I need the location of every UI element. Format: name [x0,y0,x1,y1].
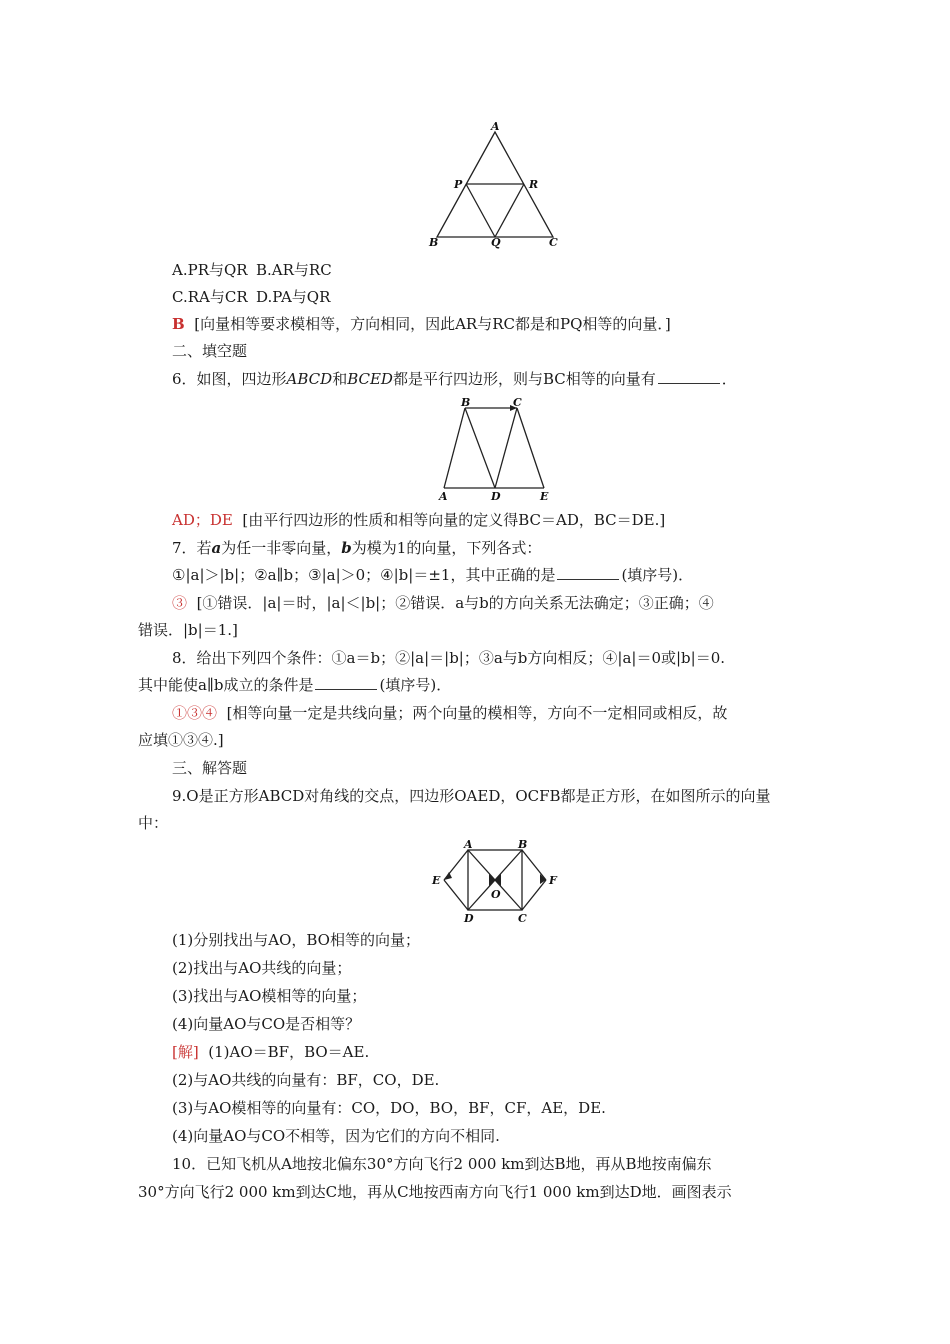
q9-solution1 [172,1042,852,1062]
label-O: O [491,888,501,901]
q7-line2 [172,565,852,585]
q5-option-b: B.AR与RC [256,261,332,279]
q9-solution4: (4)向量AO与CO不相等，因为它们的方向不相同. [172,1127,500,1145]
q8-tail: (填序号)． [379,676,452,694]
label-B: B [429,236,439,249]
label-B: B [461,396,471,409]
label-C: C [513,396,522,409]
q9-part3: (3)找出与AO模相等的向量； [172,987,367,1005]
q10-line2: 30°方向飞行2 000 km到达C地，再从C地按西南方向飞行1 000 km到达D地．画图表示 [138,1183,732,1201]
q9-solution1-text: (1)AO＝BF，BO＝AE. [208,1043,370,1061]
q7-vector-b: b [341,539,352,557]
q6-blank [658,369,720,384]
q6-answer [172,510,852,530]
q5-option-a: A.PR与QR [172,261,248,279]
label-A: A [464,838,473,851]
q9-part1: (1)分别找出与AO，BO相等的向量； [172,931,420,949]
label-D: D [464,912,474,924]
q6-text [172,369,852,389]
q5-answer-letter: B [172,315,185,333]
q8-prompt: 其中能使a∥b成立的条件是 [138,676,314,694]
q9-solution2: (2)与AO共线的向量有：BF，CO，DE. [172,1071,440,1089]
q9-line1: 9.O是正方形ABCD对角线的交点，四边形OAED，OCFB都是正方形，在如图所示的向量 [172,787,771,805]
q5-option-c: C.RA与CR [172,288,248,306]
label-C: C [518,912,527,924]
q7-tail: (填序号)． [621,566,694,584]
q5-answer-text: [向量相等要求模相等，方向相同，因此AR与RC都是和PQ相等的向量．] [194,315,671,333]
q6-bced: BCED [347,370,393,388]
q7-mid: 为任一非零向量， [221,539,342,557]
label-A: A [439,490,448,503]
q8-explain1: [相等向量一定是共线向量；两个向量的模相等，方向不一定相同或相反，故 [226,704,728,722]
parallelogram-figure [432,396,562,504]
q6-explain: [由平行四边形的性质和相等向量的定义得BC＝AD，BC＝DE.] [242,511,666,529]
q10-line1: 10．已知飞机从A地按北偏东30°方向飞行2 000 km到达B地，再从B地按南偏东 [172,1155,712,1173]
q6-tail: ． [721,370,737,388]
q6-answer-text: AD；DE [172,511,233,529]
q5-answer [172,314,852,334]
q8-answer-text: ①③④ [172,704,218,722]
section-solve-title: 三、解答题 [172,759,248,777]
q7-explain2: 错误．|b|＝1.] [138,621,238,639]
q7-blank [557,565,619,580]
q9-part4: (4)向量AO与CO是否相等？ [172,1015,361,1033]
q9-part2: (2)找出与AO共线的向量； [172,959,352,977]
q5-option-d: D.PA与QR [256,288,331,306]
label-C: C [549,236,558,249]
q6-text-pre: 6．如图，四边形 [172,370,287,388]
q8-line1: 8．给出下列四个条件：①a＝b；②|a|＝|b|；③a与b方向相反；④|a|＝0或|b|＝0. [172,649,726,667]
q6-and: 和 [332,370,348,388]
q7-answer [172,593,852,613]
label-F: F [549,874,557,887]
q7-line1 [172,538,852,558]
q9-line2: 中： [138,814,169,832]
label-D: D [491,490,501,503]
q7-vector-a: a [211,539,222,557]
label-R: R [529,178,539,191]
q9-solution-tag: [解] [172,1043,199,1061]
q7-explain1: [①错误．|a|＝时，|a|＜|b|；②错误．a与b的方向关系无法确定；③正确；④ [196,594,714,612]
q7-conditions: ①|a|＞|b|；②a∥b；③|a|＞0；④|b|＝±1，其中正确的是 [172,566,556,584]
q8-explain2: 应填①③④.] [138,731,224,749]
section-fill-in-title: 二、填空题 [172,342,248,360]
q7-answer-text: ③ [172,594,188,612]
label-E: E [432,874,441,887]
q8-answer [172,703,852,723]
q9-solution3: (3)与AO模相等的向量有：CO，DO，BO，BF，CF，AE，DE. [172,1099,606,1117]
label-B: B [518,838,528,851]
q8-blank [315,675,377,690]
q8-line2 [138,675,818,695]
triangle-figure [425,120,565,250]
q6-text-post: 都是平行四边形，则与BC相等的向量有 [392,370,656,388]
q7-suffix: 为模为1的向量，下列各式： [351,539,542,557]
q6-abcd: ABCD [286,370,333,388]
label-Q: Q [491,236,501,249]
q7-prefix: 7．若 [172,539,212,557]
label-A: A [491,120,500,133]
square-figure [428,838,564,924]
label-E: E [540,490,549,503]
label-P: P [454,178,463,191]
